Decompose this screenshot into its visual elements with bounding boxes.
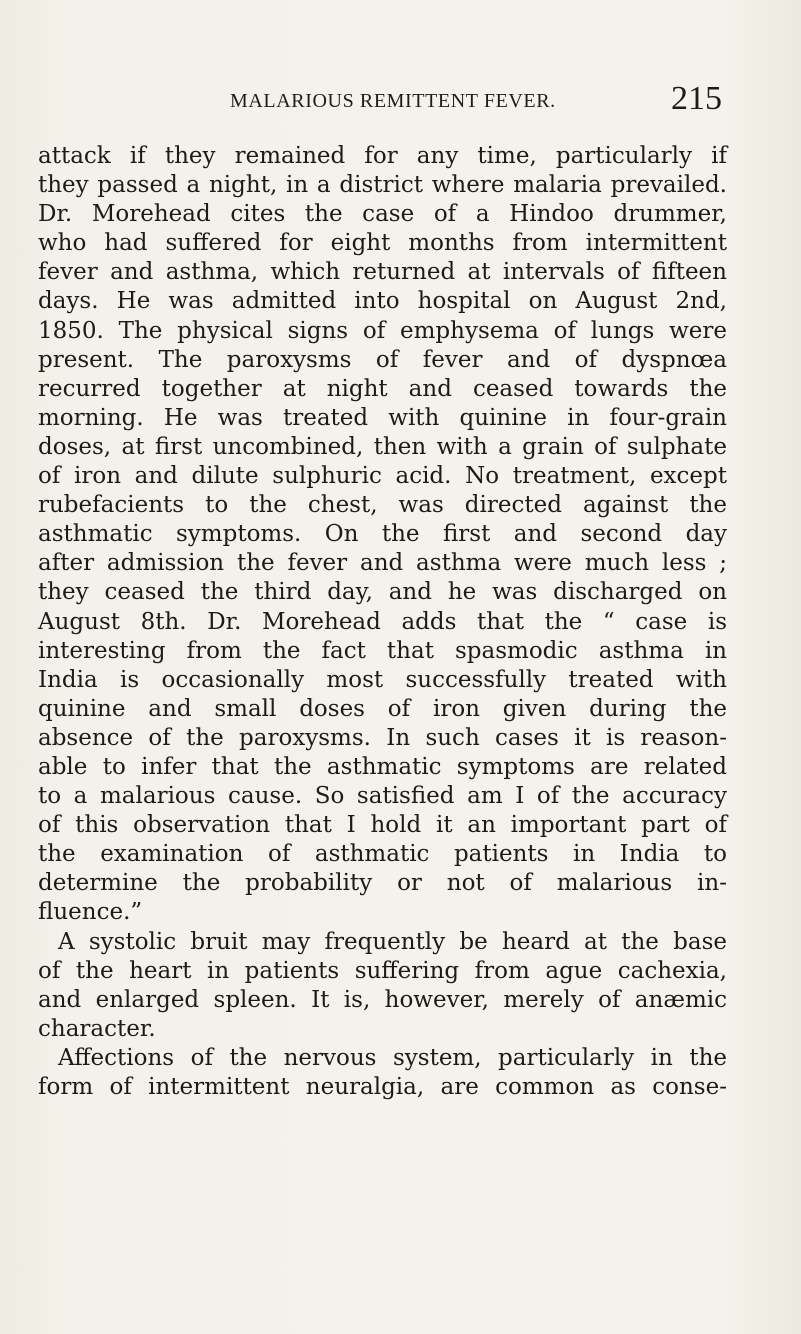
page-number: 215 [671, 80, 722, 117]
text-line: August 8th. Dr. Morehead adds that the “ case is [38, 608, 727, 635]
text-line: they passed a night, in a district where malaria prevailed. [38, 172, 727, 199]
text-line: present. The paroxysms of fever and of dyspnœa [38, 346, 727, 373]
text-line: days. He was admitted into hospital on August 2nd, [38, 288, 727, 315]
text-line: Dr. Morehead cites the case of a Hindoo drummer, [38, 201, 727, 228]
text-line: of this observation that I hold it an important part of [38, 812, 727, 839]
text-line: fever and asthma, which returned at intervals of fifteen [38, 259, 727, 286]
text-line: 1850. The physical signs of emphysema of lungs were [38, 317, 727, 344]
body-text [38, 142, 727, 1102]
text-line: morning. He was treated with quinine in four-grain [38, 404, 727, 431]
text-line: form of intermittent neuralgia, are common as conse- [38, 1074, 727, 1100]
text-line: and enlarged spleen. It is, however, merely of anæmic [38, 986, 727, 1013]
paragraph-2 [38, 928, 727, 1044]
text-line: interesting from the fact that spasmodic asthma in [38, 637, 727, 664]
text-line: absence of the paroxysms. In such cases it is reason- [38, 724, 727, 751]
text-line: fluence.” [38, 899, 143, 926]
text-line: A systolic bruit may frequently be heard at the base [58, 928, 727, 955]
text-line: to a malarious cause. So satisfied am I of the accuracy [38, 783, 727, 810]
text-line: who had suffered for eight months from intermittent [38, 230, 727, 257]
text-line: recurred together at night and ceased towards the [38, 375, 727, 402]
text-line: attack if they remained for any time, particularly if [38, 143, 727, 169]
text-line: asthmatic symptoms. On the first and second day [38, 521, 727, 548]
running-title: MALARIOUS REMITTENT FEVER. [230, 90, 556, 112]
text-line: determine the probability or not of malarious in- [38, 870, 727, 897]
text-line: of iron and dilute sulphuric acid. No treatment, except [38, 463, 727, 490]
paragraph-1 [38, 142, 727, 928]
text-line: of the heart in patients suffering from ague cachexia, [38, 957, 727, 984]
text-line: doses, at first uncombined, then with a grain of sulphate [38, 433, 727, 460]
text-line: the examination of asthmatic patients in India to [38, 841, 727, 868]
page-header [230, 80, 722, 120]
text-line: quinine and small doses of iron given during the [38, 695, 727, 722]
text-line: India is occasionally most successfully treated with [38, 666, 727, 693]
text-line: Affections of the nervous system, particularly in the [58, 1044, 727, 1071]
text-line: after admission the fever and asthma were much less ; [38, 550, 727, 577]
text-line: character. [38, 1015, 156, 1042]
paragraph-3 [38, 1044, 727, 1102]
text-line: able to infer that the asthmatic symptoms are related [38, 753, 727, 780]
text-line: rubefacients to the chest, was directed against the [38, 492, 727, 519]
text-line: they ceased the third day, and he was discharged on [38, 579, 727, 606]
